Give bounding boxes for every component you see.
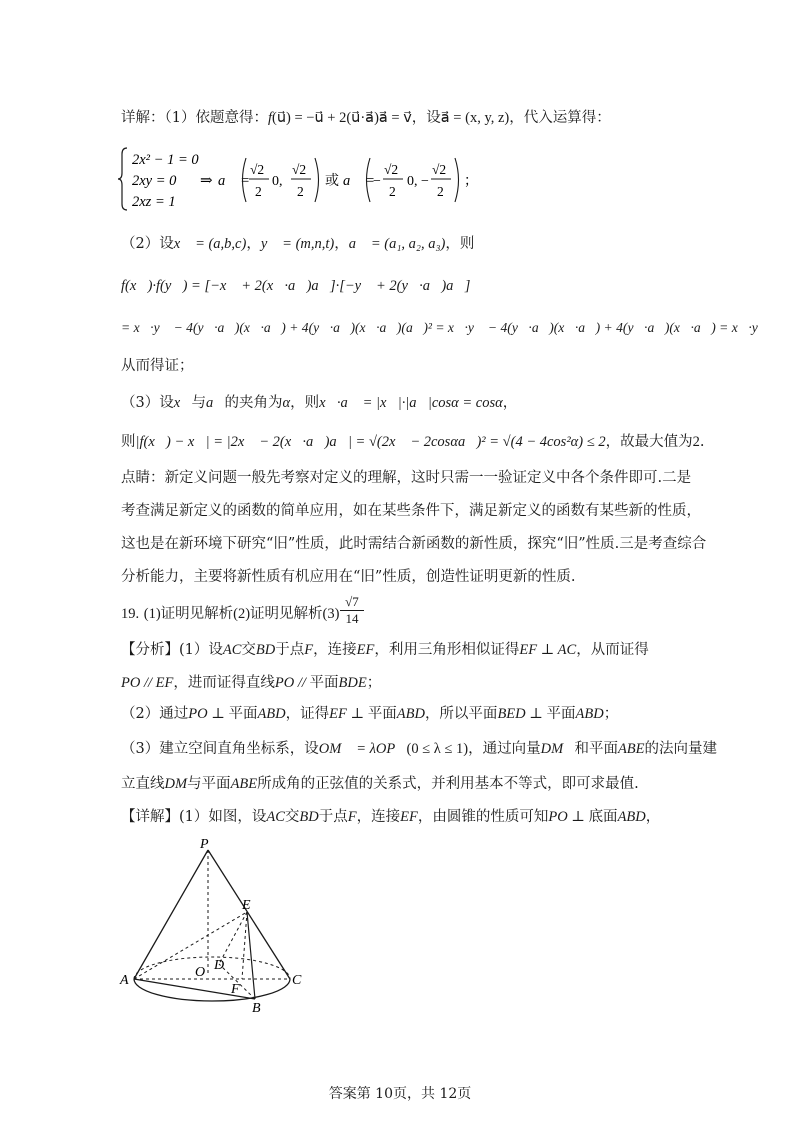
zero: 0, bbox=[407, 174, 418, 189]
page-footer: 答案第 10页，共 12页 bbox=[328, 1086, 472, 1102]
base-back-arc bbox=[134, 957, 290, 979]
frac-den: 2 bbox=[297, 184, 304, 199]
semicolon: ； bbox=[464, 174, 478, 189]
math: F bbox=[347, 809, 357, 825]
frac-num: √2 bbox=[292, 162, 307, 177]
text: 与平面 bbox=[187, 776, 231, 792]
analysis-line-3 bbox=[121, 704, 618, 724]
paren bbox=[455, 158, 459, 202]
text: 立直线 bbox=[121, 776, 165, 792]
minus: − bbox=[421, 174, 429, 189]
equation-1: 2x² − 1 = 0 bbox=[132, 152, 199, 168]
or-text: 或 bbox=[325, 174, 339, 189]
math: OM⃗ = λOP⃗ bbox=[318, 741, 407, 757]
text: 详解：（1）依题意得： bbox=[121, 110, 268, 126]
max-value: 2 bbox=[692, 434, 700, 450]
label-E: E bbox=[242, 898, 251, 913]
math-formula: |f(x⃗) − x⃗| = |2x⃗ − 2(x⃗·a⃗)a⃗| = √(2x⃗ − 2cosαa⃗)² = √(4 − 4cos²α) ≤ 2 bbox=[135, 434, 606, 450]
text: （2）通过 bbox=[121, 706, 189, 722]
text: ； bbox=[603, 706, 619, 722]
math: (0 ≤ λ ≤ 1) bbox=[406, 741, 469, 757]
math-formula: (u⃗) = −u⃗ + 2(u⃗·a⃗)a⃗ = v⃗ bbox=[272, 110, 412, 126]
text: ， bbox=[645, 809, 661, 825]
equation-2: 2xy = 0 bbox=[132, 173, 177, 189]
label-C: C bbox=[292, 973, 302, 988]
text: 交 bbox=[284, 809, 300, 825]
text: ，代入运算得： bbox=[509, 110, 611, 126]
math-a: a⃗ bbox=[205, 395, 225, 411]
math-formula: a⃗ = (x, y, z) bbox=[440, 110, 510, 126]
analysis-line-4 bbox=[121, 739, 717, 759]
detail-line-1 bbox=[121, 807, 660, 827]
zero: 0, bbox=[272, 174, 283, 189]
fraction-numerator: √7 bbox=[345, 594, 359, 609]
math: EF ⊥ bbox=[329, 706, 368, 722]
math: ABD bbox=[396, 706, 425, 722]
text: 平面 bbox=[309, 675, 339, 691]
equation-3: 2xz = 1 bbox=[132, 194, 176, 210]
segment-AE bbox=[134, 912, 247, 979]
label-D: D bbox=[214, 958, 225, 973]
text: ，由圆锥的性质可知 bbox=[417, 809, 549, 825]
math: PO // EF bbox=[121, 675, 174, 691]
label-F: F bbox=[231, 982, 240, 997]
math: EF bbox=[400, 809, 418, 825]
math: ABE bbox=[230, 776, 258, 792]
math: PO // bbox=[274, 675, 310, 691]
analysis-line-2 bbox=[121, 673, 381, 693]
text: ，进而证得直线 bbox=[173, 675, 275, 691]
comment-line-4: 分析能力，主要将新性质有机应用在“旧”性质，创造性证明更新的性质. bbox=[121, 569, 576, 585]
frac-den: 2 bbox=[389, 184, 396, 199]
comment-line-1: 点睛：新定义问题一般先考察对定义的理解，这时只需一一验证定义中各个条件即可.二是 bbox=[121, 470, 692, 486]
fraction-denominator: 14 bbox=[340, 610, 364, 627]
analysis-line-1 bbox=[121, 640, 649, 660]
vector-a: a⃗ = bbox=[218, 173, 250, 189]
solution-line-1 bbox=[121, 108, 611, 128]
math: PO ⊥ bbox=[548, 809, 589, 825]
label-O: O bbox=[195, 965, 206, 980]
text: ，设 bbox=[411, 110, 441, 126]
math: AC bbox=[222, 642, 242, 658]
math: ABD bbox=[257, 706, 286, 722]
question-number: 19. bbox=[121, 606, 140, 622]
text: 的法向量建 bbox=[644, 741, 718, 757]
left-brace bbox=[118, 148, 127, 210]
math: PO ⊥ bbox=[188, 706, 229, 722]
math-x: x⃗ bbox=[173, 395, 192, 411]
question-19-answer bbox=[121, 604, 339, 624]
frac-num: √2 bbox=[384, 162, 399, 177]
text: ，则 bbox=[290, 395, 320, 411]
math: ABE bbox=[617, 741, 645, 757]
math: DM bbox=[164, 776, 188, 792]
text: 则 bbox=[121, 434, 136, 450]
math: BED ⊥ bbox=[497, 706, 547, 722]
answer-summary: (1)证明见解析(2)证明见解析(3) bbox=[143, 606, 340, 622]
vector-a: a⃗ = bbox=[343, 173, 375, 189]
analysis-line-5 bbox=[121, 774, 639, 794]
label-P: P bbox=[200, 837, 209, 852]
solution-line-6 bbox=[121, 393, 517, 413]
math-alpha: α bbox=[282, 395, 291, 411]
equation-system bbox=[118, 144, 478, 214]
text: 所成角的正弦值的关系式，并利用基本不等式，即可求最值. bbox=[257, 776, 639, 792]
text: ，连接 bbox=[356, 809, 401, 825]
text: 于点 bbox=[318, 809, 348, 825]
text: 【详解】(1）如图，设 bbox=[121, 809, 267, 825]
text: ，故最大值为 bbox=[605, 434, 693, 450]
solution-line-4: = x⃗·y⃗ − 4(y⃗·a⃗)(x⃗·a⃗) + 4(y⃗·a⃗)(x⃗·a⃗)(a⃗)² = x⃗·y⃗ − 4(y⃗·a⃗)(x⃗·a⃗) + 4(y⃗·a⃗)(x⃗·a⃗) = x⃗·y⃗ bbox=[121, 320, 769, 335]
math-formula: x⃗·a⃗ = |x⃗|·|a⃗|cosα = cosα bbox=[319, 395, 503, 411]
frac-num: √2 bbox=[250, 162, 265, 177]
math: BD bbox=[255, 642, 276, 658]
generator-PA bbox=[134, 850, 208, 979]
math: EF bbox=[356, 642, 375, 658]
math: DM⃗ bbox=[540, 741, 575, 757]
text: ，通过向量 bbox=[468, 741, 541, 757]
text: （3）设 bbox=[121, 395, 174, 411]
answer-fraction bbox=[340, 594, 364, 627]
text: ； bbox=[366, 675, 382, 691]
solution-line-3: f(x⃗)·f(y⃗) = [−x⃗ + 2(x⃗·a⃗)a⃗]·[−y⃗ + 2(y⃗·a⃗)a⃗] bbox=[121, 278, 471, 294]
text: （3）建立空间直角坐标系，设 bbox=[121, 741, 319, 757]
text: ，连接 bbox=[313, 642, 357, 658]
implies-arrow: ⇒ bbox=[200, 173, 213, 189]
text: （2）设 bbox=[121, 236, 174, 252]
frac-den: 2 bbox=[255, 184, 262, 199]
math: ABD bbox=[617, 809, 646, 825]
math-formula: x⃗ = (a,b,c) bbox=[173, 236, 247, 252]
text: 于点 bbox=[275, 642, 305, 658]
text: ， bbox=[502, 395, 518, 411]
math-f: f bbox=[267, 110, 273, 126]
text: ，证得 bbox=[285, 706, 330, 722]
math: AC bbox=[266, 809, 285, 825]
math: BD bbox=[299, 809, 319, 825]
solution-line-7 bbox=[121, 432, 704, 452]
comment-line-2: 考查满足新定义的函数的简单应用，如在某些条件下，满足新定义的函数有某些新的性质， bbox=[121, 503, 701, 519]
solution-line-5: 从而得证； bbox=[121, 358, 194, 374]
math: F bbox=[304, 642, 314, 658]
text: ，所以平面 bbox=[424, 706, 498, 722]
cone-figure bbox=[118, 836, 318, 1016]
text: 平面 bbox=[228, 706, 258, 722]
math: ABD bbox=[575, 706, 604, 722]
segment-EF bbox=[242, 912, 247, 979]
math: BDE bbox=[338, 675, 367, 691]
text: . bbox=[699, 434, 705, 450]
frac-num: √2 bbox=[432, 162, 447, 177]
label-B: B bbox=[252, 1001, 261, 1016]
paren bbox=[315, 158, 319, 202]
text: ，则 bbox=[445, 236, 475, 252]
text: 交 bbox=[241, 642, 256, 658]
frac-den: 2 bbox=[437, 184, 444, 199]
math-formula: a⃗ = (a₁, a₂, a₃) bbox=[348, 236, 446, 252]
text: 与 bbox=[191, 395, 206, 411]
label-A: A bbox=[120, 973, 129, 988]
text: 和平面 bbox=[574, 741, 618, 757]
text: ， bbox=[334, 236, 349, 252]
minus: − bbox=[373, 174, 381, 189]
comment-line-3: 这也是在新环境下研究“旧”性质，此时需结合新函数的新性质，探究“旧”性质.三是考查综合 bbox=[121, 536, 707, 552]
segment-BE bbox=[247, 912, 255, 999]
text: 平面 bbox=[546, 706, 576, 722]
math: EF ⊥ AC bbox=[519, 642, 577, 658]
solution-line-2 bbox=[121, 234, 474, 254]
text: ，从而证得 bbox=[576, 642, 649, 658]
text: 的夹角为 bbox=[224, 395, 283, 411]
text: 【分析】(1）设 bbox=[121, 642, 223, 658]
text: 平面 bbox=[367, 706, 397, 722]
math-formula: y⃗ = (m,n,t) bbox=[260, 236, 335, 252]
text: 底面 bbox=[588, 809, 618, 825]
text: ， bbox=[246, 236, 261, 252]
text: ，利用三角形相似证得 bbox=[374, 642, 520, 658]
